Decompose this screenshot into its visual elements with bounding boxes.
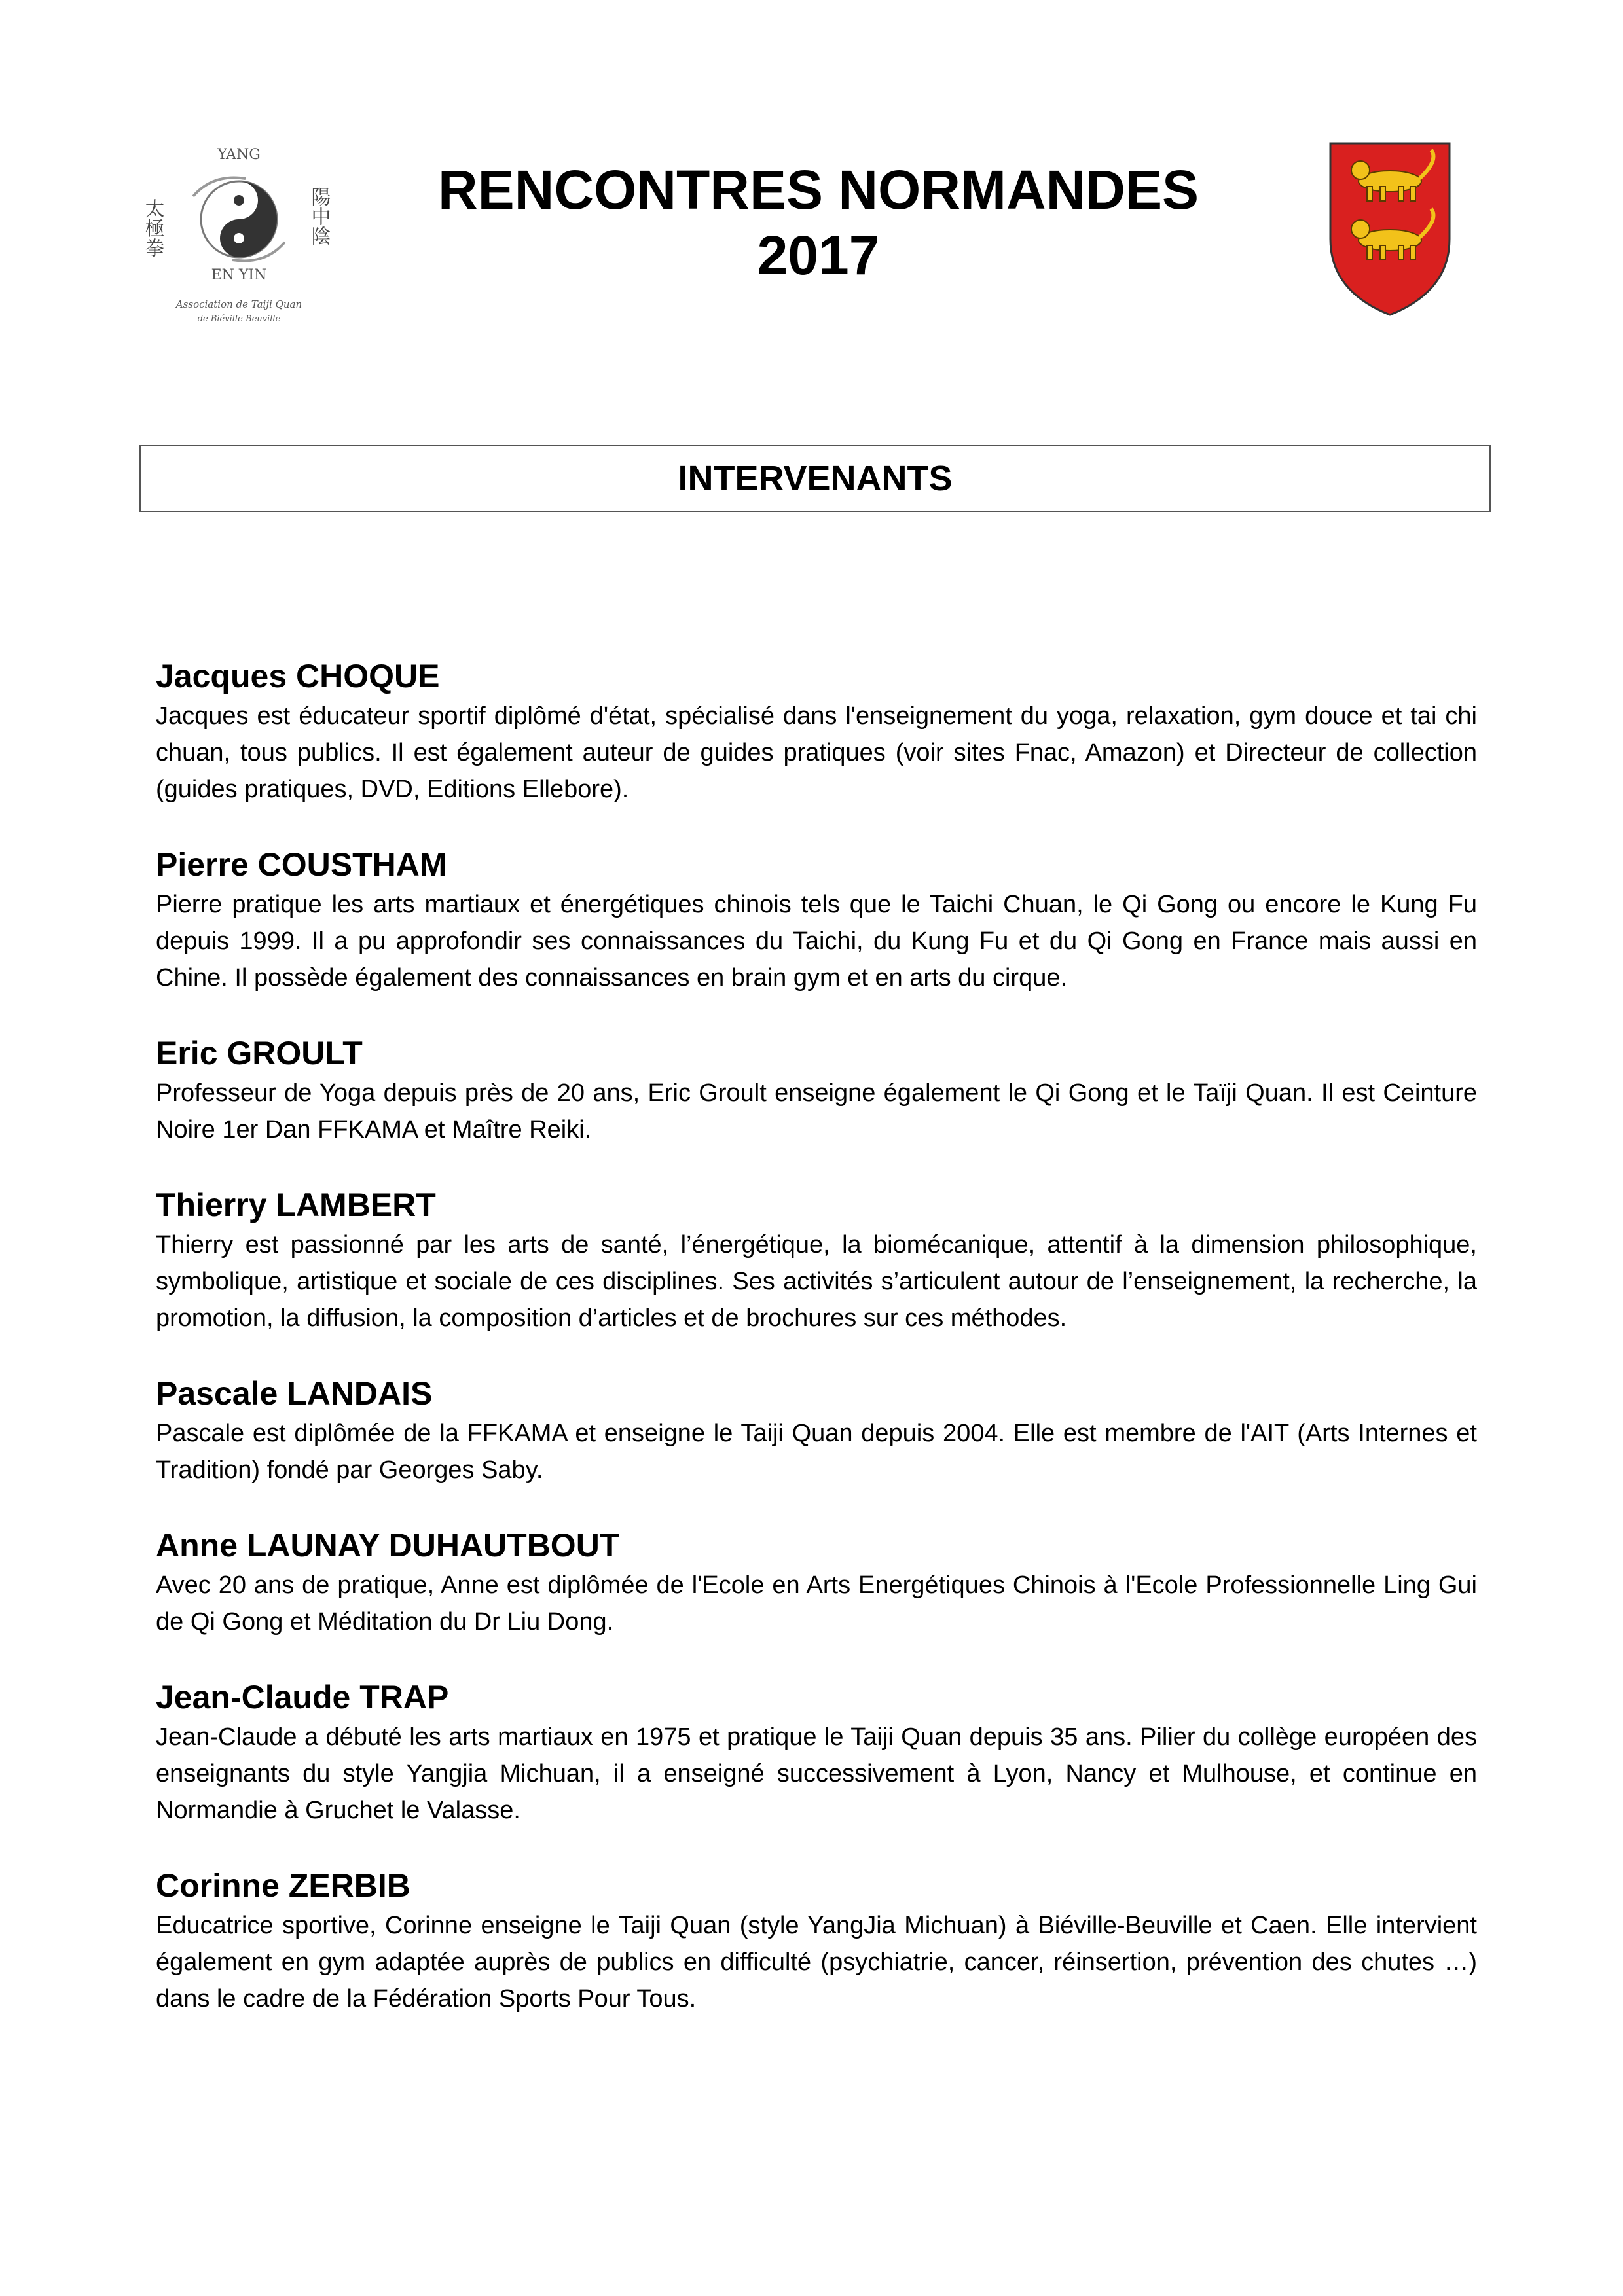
speaker-bio: Educatrice sportive, Corinne enseigne le Taiji Quan (style YangJia Michuan) à Biéville-Beuville et Caen. Elle intervient également en gym adaptée auprès de publics en difficulté (psychiatrie, cancer, réinsertion, prévention des chutes …) dans le cadre de la Fédération Sports Pour Tous. [156, 1912, 1477, 2013]
speaker-bio: Jacques est éducateur sportif diplômé d'état, spécialisé dans l'enseignement du yoga, relaxation, gym douce et tai chi chuan, tous publics. Il est également auteur de guides pratiques (voir sites Fnac, Amazon) et Directeur de collection (guides pratiques, DVD, Editions Ellebore). [156, 702, 1477, 803]
speaker-entry [156, 1372, 1477, 1488]
speaker-name: Pascale LANDAIS [156, 1375, 433, 1412]
speaker-bio: Pascale est diplômée de la FFKAMA et enseigne le Taiji Quan depuis 2004. Elle est membre de l'AIT (Arts Internes et Tradition) fondé par Georges Saby. [156, 1420, 1477, 1484]
speaker-bio: Professeur de Yoga depuis près de 20 ans, Eric Groult enseigne également le Qi Gong et le Taïji Quan. Il est Ceinture Noire 1er Dan FFKAMA et Maître Reiki. [156, 1079, 1477, 1143]
page-title: RENCONTRES NORMANDES 2017 [437, 159, 1199, 286]
speaker-bio: Pierre pratique les arts martiaux et énergétiques chinois tels que le Taichi Chuan, le Qi Gong ou encore le Kung Fu depuis 1999. Il a pu approfondir ses connaissances du Taichi, du Kung Fu et du Qi Gong en France mais aussi en Chine. Il possède également des connaissances en brain gym et en arts du cirque. [156, 891, 1477, 992]
logo-caption-line2: de Biéville-Beuville [197, 314, 281, 324]
speaker-name: Corinne ZERBIB [156, 1867, 410, 1904]
speaker-name: Thierry LAMBERT [156, 1187, 436, 1223]
normandy-crest [1328, 141, 1452, 317]
normandy-coat-of-arms-icon [1328, 141, 1452, 317]
logo-caption-line1: Association de Taiji Quan [175, 298, 302, 310]
section-title: INTERVENANTS [678, 459, 953, 498]
speaker-name: Jacques CHOQUE [156, 658, 440, 694]
association-logo [141, 141, 337, 331]
speakers-list [156, 655, 1477, 2053]
speaker-entry [156, 843, 1477, 996]
speaker-name: Jean-Claude TRAP [156, 1679, 449, 1715]
speaker-entry [156, 1524, 1477, 1640]
section-header [139, 445, 1491, 512]
speaker-bio: Thierry est passionné par les arts de santé, l’énergétique, la biomécanique, attentif à la dimension philosophique, symbolique, artistique et sociale de ces disciplines. Ses activités s’articulent autour de l’enseignement, la recherche, la promotion, la diffusion, la composition d’articles et de brochures sur ces méthodes. [156, 1231, 1477, 1332]
speaker-bio: Jean-Claude a débuté les arts martiaux en 1975 et pratique le Taiji Quan depuis 35 ans. Pilier du collège européen des enseignants du style Yangjia Michuan, il a enseigné successivement à Lyon, Nancy et Mulhouse, et continue en Normandie à Gruchet le Valasse. [156, 1723, 1477, 1824]
speaker-entry [156, 1676, 1477, 1829]
logo-right-chars: 陽中陰 [307, 187, 331, 245]
speaker-entry [156, 1031, 1477, 1148]
logo-top-text: YANG [217, 147, 261, 163]
speaker-bio: Avec 20 ans de pratique, Anne est diplômée de l'Ecole en Arts Energétiques Chinois à l'Ecole Professionnelle Ling Gui de Qi Gong et Méditation du Dr Liu Dong. [156, 1571, 1477, 1636]
speaker-name: Anne LAUNAY DUHAUTBOUT [156, 1527, 620, 1564]
yin-yang-symbol-icon [193, 178, 285, 261]
speaker-entry [156, 655, 1477, 808]
logo-left-chars: 太極拳 [141, 198, 164, 257]
speaker-entry [156, 1183, 1477, 1336]
logo-bottom-text: EN YIN [211, 267, 267, 283]
speaker-name: Eric GROULT [156, 1035, 363, 1071]
yin-yang-logo-icon [141, 141, 337, 331]
speaker-name: Pierre COUSTHAM [156, 846, 447, 883]
speaker-entry [156, 1864, 1477, 2017]
